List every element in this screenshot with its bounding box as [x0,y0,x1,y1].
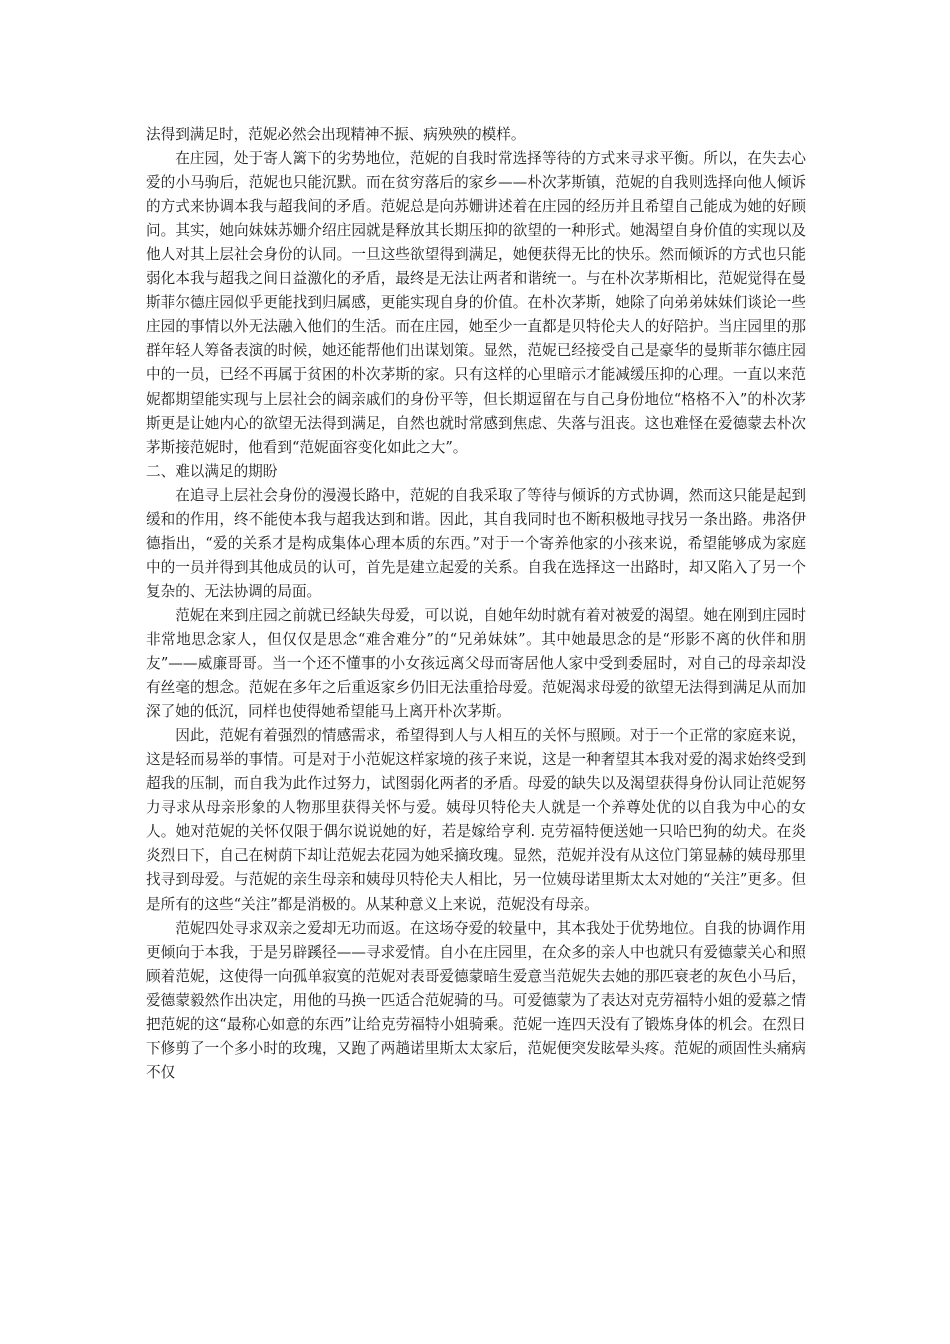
section-heading: 二、难以满足的期盼 [146,462,278,480]
paragraph-maternal-love: 范妮在来到庄园之前就已经缺失母爱，可以说，自她年幼时就有着对被爱的渴望。她在刚到庄园时非常地思念家人，但仅仅是思念“难舍难分”的“兄弟妹妹”。其中她最思念的是“形影不离的伙伴和朋友”——威廉哥哥。当一个还不懂事的小女孩远离父母而寄居他人家中受到委屈时，对自己的母亲却没有丝毫的想念。范妮在多年之后重返家乡仍旧无法重拾母爱。范妮渴求母爱的欲望无法得到满足从而加深了她的低沉，同样也使得她希望能马上离开朴次茅斯。 [146,606,806,721]
paragraph-continuation: 法得到满足时，范妮必然会出现精神不振、病殃殃的模样。 [146,126,526,143]
paragraph-manor-self: 在庄园，处于寄人篱下的劣势地位，范妮的自我时常选择等待的方式来寻求平衡。所以，在失去心爱的小马驹后，范妮也只能沉默。而在贫穷落后的家乡——朴次茅斯镇，范妮的自我则选择向他人倾诉的方式来协调本我与超我间的矛盾。范妮总是向苏姗讲述着在庄园的经历并且希望自己能成为她的好顾问。其实，她向妹妹苏姗介绍庄园就是释放其长期压抑的欲望的一种形式。她渴望自身价值的实现以及他人对其上层社会身份的认同。一旦这些欲望得到满足，她便获得无比的快乐。然而倾诉的方式也只能弱化本我与超我之间日益激化的矛盾，最终是无法让两者和谐统一。与在朴次茅斯相比，范妮觉得在曼斯菲尔德庄园似乎更能找到归属感，更能实现自身的价值。在朴次茅斯，她除了向弟弟妹妹们谈论一些庄园的事情以外无法融入他们的生活。而在庄园，她至少一直都是贝特伦夫人的好陪护。当庄园里的那群年轻人筹备表演的时候，她还能帮他们出谋划策。显然，范妮已经接受自己是豪华的曼斯菲尔德庄园中的一员，已经不再属于贫困的朴次茅斯的家。只有这样的心里暗示才能减缓压抑的心理。一直以来范妮都期望能实现与上层社会的阔亲戚们的身份平等，但长期逗留在与自己身份地位“格格不入”的朴次茅斯更是让她内心的欲望无法得到满足，自然也就时常感到焦虑、失落与沮丧。这也难怪在爱德蒙去朴次茅斯接范妮时，他看到“范妮面容变化如此之大”。 [146,150,806,456]
paragraph-emotional-needs: 因此，范妮有着强烈的情感需求，希望得到人与人相互的关怀与照顾。对于一个正常的家庭来说，这是轻而易举的事情。可是对于小范妮这样家境的孩子来说，这是一种奢望其本我对爱的渴求始终受到超我的压制，而自我为此作过努力，试图弱化两者的矛盾。母爱的缺失以及渴望获得身份认同让范妮努力寻求从母亲形象的人物那里获得关怀与爱。姨母贝特伦夫人就是一个养尊处优的以自我为中心的女人。她对范妮的关怀仅限于偶尔说说她的好，若是嫁给亨利. 克劳福特便送她一只哈巴狗的幼犬。在炎炎烈日下，自己在树荫下却让范妮去花园为她采摘玫瑰。显然，范妮并没有从这位门第显赫的姨母那里找寻到母爱。与范妮的亲生母亲和姨母贝特伦夫人相比，另一位姨母诺里斯太太对她的“关注”更多。但是所有的这些“关注”都是消极的。从某种意义上来说，范妮没有母亲。 [146,727,806,913]
paragraph-pursuit: 在追寻上层社会身份的漫漫长路中，范妮的自我采取了等待与倾诉的方式协调，然而这只能是起到缓和的作用，终不能使本我与超我达到和谐。因此，其自我同时也不断积极地寻找另一条出路。弗洛伊德指出，“爱的关系才是构成集体心理本质的东西。”对于一个寄养他家的小孩来说，希望能够成为家庭中的一员并得到其他成员的认可，首先是建立起爱的关系。自我在选择这一出路时，却又陷入了另一个复杂的、无法协调的局面。 [146,486,806,600]
document-body [146,123,806,1085]
paragraph-seeking-love: 范妮四处寻求双亲之爱却无功而返。在这场夺爱的较量中，其本我处于优势地位。自我的协调作用更倾向于本我，于是另辟蹊径——寻求爱情。自小在庄园里，在众多的亲人中也就只有爱德蒙关心和照顾着范妮，这使得一向孤单寂寞的范妮对表哥爱德蒙暗生爱意当范妮失去她的那匹衰老的灰色小马后，爱德蒙毅然作出决定，用他的马换一匹适合范妮骑的马。可爱德蒙为了表达对克劳福特小姐的爱慕之情把范妮的这“最称心如意的东西”让给克劳福特小姐骑乘。范妮一连四天没有了锻炼身体的机会。在烈日下修剪了一个多小时的玫瑰，又跑了两趟诺里斯太太家后，范妮便突发眩晕头疼。范妮的顽固性头痛病不仅 [146,919,806,1081]
